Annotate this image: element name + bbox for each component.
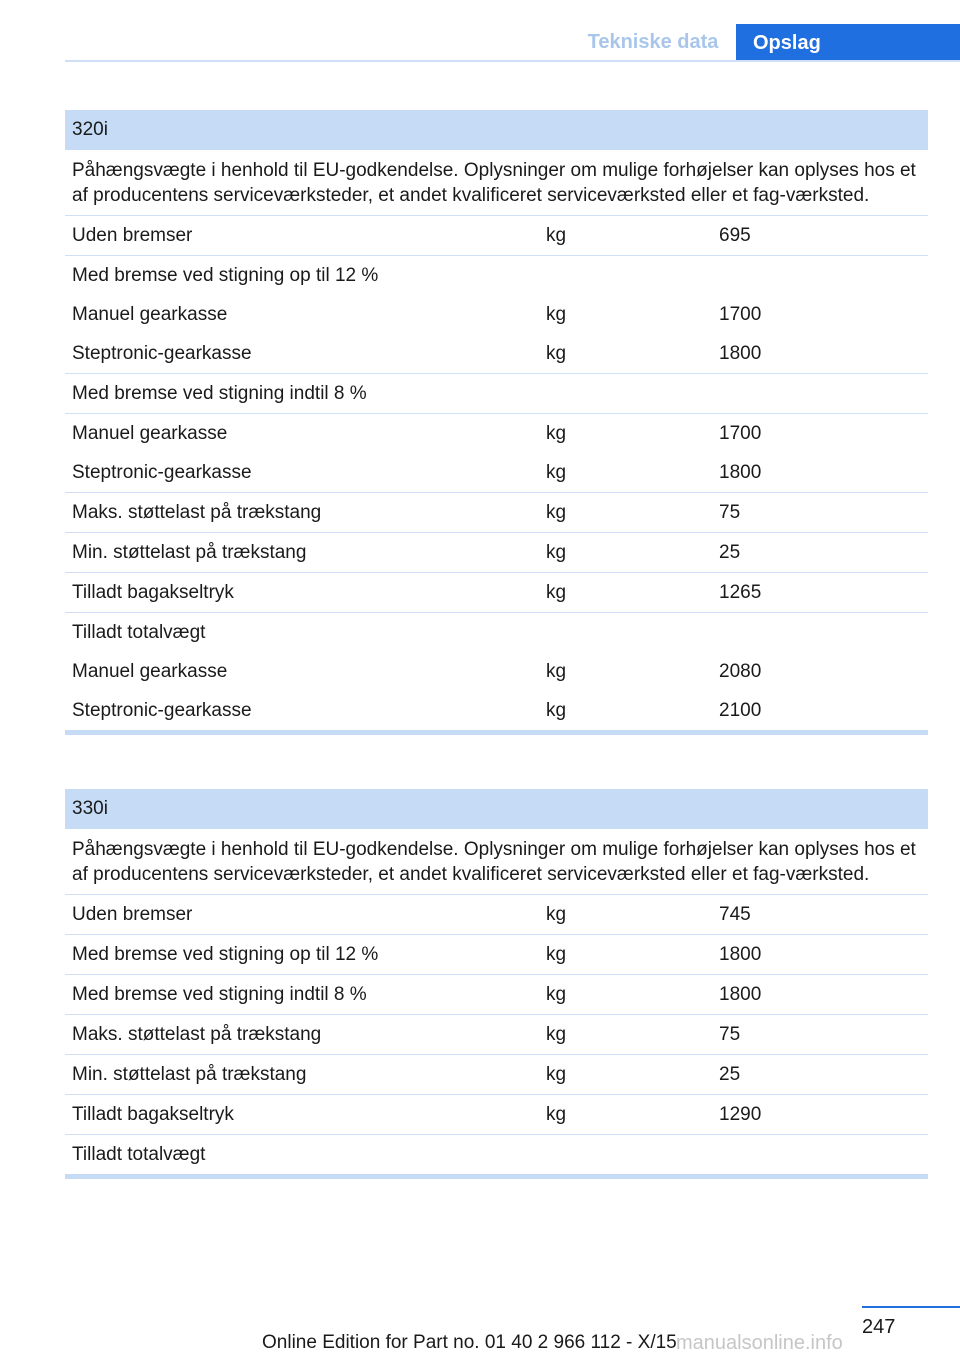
table-row [65,613,928,652]
table-row [65,1135,928,1174]
row-unit: kg [546,462,567,483]
header-divider [65,60,960,62]
row-value: 25 [719,1064,741,1085]
row-unit: kg [546,1024,567,1045]
row-value: 695 [719,225,751,246]
row-value: 1800 [719,944,762,965]
table-row [65,533,928,573]
row-label: Steptronic-gearkasse [72,343,252,364]
table-bottom-rule [65,1174,928,1179]
row-label: Steptronic-gearkasse [72,462,252,483]
table-row [65,453,928,493]
row-unit: kg [546,343,567,364]
table-330i [65,789,928,1179]
watermark-text: manualsonline.info [676,1332,843,1354]
row-value: 1700 [719,304,762,325]
table-row [65,216,928,256]
row-value: 2100 [719,700,762,721]
table-title: 330i [65,789,928,829]
row-unit: kg [546,1064,567,1085]
row-value: 25 [719,542,741,563]
row-label: Maks. støttelast på trækstang [72,1024,322,1045]
row-label: Manuel gearkasse [72,423,228,444]
row-unit: kg [546,700,567,721]
row-value: 1800 [719,984,762,1005]
page-number: 247 [862,1316,896,1338]
row-label: Uden bremser [72,904,193,925]
row-unit: kg [546,984,567,1005]
row-label: Med bremse ved stigning indtil 8 % [72,383,367,404]
row-label: Steptronic-gearkasse [72,700,252,721]
table-row [65,256,928,295]
row-label: Manuel gearkasse [72,661,228,682]
table-row [65,1015,928,1055]
row-label: Min. støttelast på trækstang [72,1064,307,1085]
row-value: 745 [719,904,751,925]
table-row [65,1095,928,1135]
row-unit: kg [546,225,567,246]
row-label: Med bremse ved stigning indtil 8 % [72,984,367,1005]
table-title: 320i [65,110,928,150]
row-unit: kg [546,502,567,523]
row-label: Manuel gearkasse [72,304,228,325]
row-value: 1265 [719,582,762,603]
table-row [65,691,928,730]
row-value: 1290 [719,1104,762,1125]
row-label: Tilladt totalvægt [72,622,206,643]
row-label: Med bremse ved stigning op til 12 % [72,265,379,286]
table-row [65,652,928,691]
row-unit: kg [546,904,567,925]
edition-text: Online Edition for Part no. 01 40 2 966 112 - X/15 [262,1332,677,1353]
table-row [65,493,928,533]
row-value: 1700 [719,423,762,444]
table-bottom-rule [65,730,928,735]
row-value: 1800 [719,343,762,364]
row-label: Med bremse ved stigning op til 12 % [72,944,379,965]
table-row [65,414,928,453]
row-unit: kg [546,661,567,682]
row-label: Maks. støttelast på trækstang [72,502,322,523]
row-label: Min. støttelast på trækstang [72,542,307,563]
table-row [65,573,928,613]
row-unit: kg [546,1104,567,1125]
table-row [65,895,928,935]
row-unit: kg [546,542,567,563]
row-value: 75 [719,1024,741,1045]
table-note: Påhængsvægte i henhold til EU-godkendelse. Oplysninger om mulige forhøjelser kan oplyses hos et af producentens serviceværksteder, et andet kvalificeret serviceværksted eller et fag-værksted. [65,150,928,216]
row-value: 75 [719,502,741,523]
footer-divider [862,1306,960,1308]
row-unit: kg [546,304,567,325]
tab-opslag[interactable]: Opslag [736,24,960,62]
row-unit: kg [546,582,567,603]
table-row [65,935,928,975]
row-label: Tilladt totalvægt [72,1144,206,1165]
table-320i [65,110,928,735]
row-unit: kg [546,944,567,965]
table-row [65,334,928,374]
table-note: Påhængsvægte i henhold til EU-godkendelse. Oplysninger om mulige forhøjelser kan oplyses hos et af producentens serviceværksteder, et andet kvalificeret serviceværksted eller et fag-værksted. [65,829,928,895]
row-label: Tilladt bagakseltryk [72,1104,234,1125]
row-label: Tilladt bagakseltryk [72,582,234,603]
table-row [65,1055,928,1095]
row-label: Uden bremser [72,225,193,246]
table-row [65,374,928,414]
table-row [65,295,928,334]
row-value: 2080 [719,661,762,682]
row-value: 1800 [719,462,762,483]
tab-tekniske-data[interactable]: Tekniske data [587,31,719,53]
row-unit: kg [546,423,567,444]
table-row [65,975,928,1015]
